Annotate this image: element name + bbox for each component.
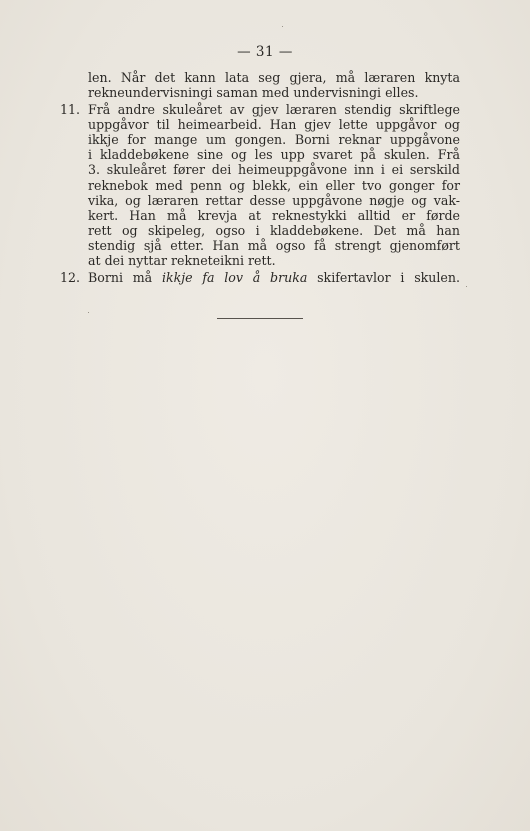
paper-speck <box>88 312 89 313</box>
text-line: stendig sjå etter. Han må ogso få strengt gjenomført <box>88 238 460 254</box>
text-line: 11. Frå andre skuleåret av gjev læraren stendig skriftlege <box>60 101 460 117</box>
text-line: vika, og læraren rettar desse uppgåvone nøgje og vak- <box>88 192 460 208</box>
text-line: ikkje for mange um gongen. Borni reknar uppgåvone <box>88 131 460 147</box>
list-item-11 <box>60 101 460 269</box>
item-number: 11. <box>60 101 81 117</box>
body-text <box>60 70 460 285</box>
text-line: len. Når det kann lata seg gjera, må læraren knyta <box>88 70 460 85</box>
page-number: — 31 — <box>237 44 293 60</box>
list-item-12 <box>60 269 460 285</box>
text-line: reknebok med penn og blekk, ein eller tvo gonger for <box>88 177 460 193</box>
text-line: i kladdebøkene sine og les upp svaret på skulen. Frå <box>88 147 460 163</box>
paper-speck <box>466 286 467 287</box>
text-line: at dei nyttar rekneteikni rett. <box>88 253 276 269</box>
text-line: 3. skuleåret fører dei heimeuppgåvone inn i ei serskild <box>88 162 460 178</box>
item-number: 12. <box>60 269 81 285</box>
text-line: uppgåvor til heimearbeid. Han gjev lette uppgåvor og <box>88 116 460 132</box>
text-segment: Borni må ikkje fa lov å bruka skifertavlor i skulen. <box>88 269 460 285</box>
text-line: kert. Han må krevja at reknestykki alltid er førde <box>88 207 460 223</box>
section-divider <box>217 318 303 319</box>
text-line: rett og skipeleg, ogso i kladdebøkene. Det må han <box>88 223 460 239</box>
text-line: rekneundervisningi saman med undervisningi elles. <box>88 85 419 101</box>
italic-phrase: ikkje fa lov å bruka <box>161 269 308 285</box>
paper-speck <box>282 26 283 27</box>
text-line <box>60 269 460 285</box>
